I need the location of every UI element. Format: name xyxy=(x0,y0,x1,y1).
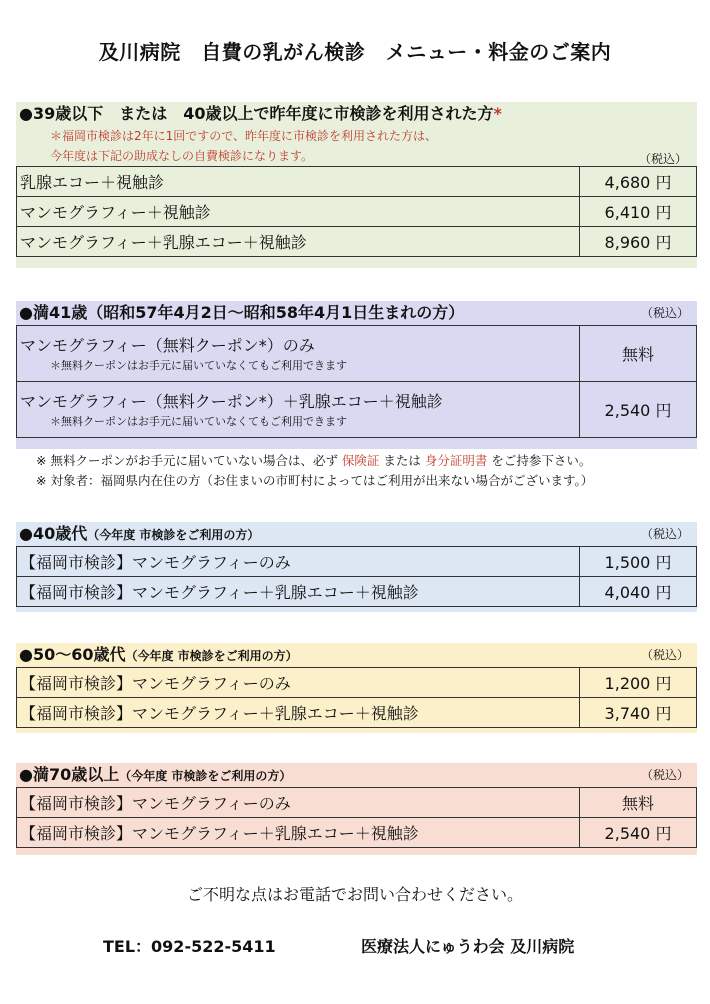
menu-name: 乳腺エコー＋視触診 xyxy=(17,167,580,197)
menu-name: 【福岡市検診】マンモグラフィー＋乳腺エコー＋視触診 xyxy=(17,818,580,848)
menu-cell xyxy=(17,382,580,438)
tax-label: （税込） xyxy=(640,768,689,782)
section-heading xyxy=(16,763,697,787)
menu-price: 2,540 円 xyxy=(580,382,697,438)
tax-label: （税込） xyxy=(640,527,689,541)
price-table xyxy=(16,325,697,438)
menu-cell xyxy=(17,326,580,382)
menu-name: 【福岡市検診】マンモグラフィーのみ xyxy=(17,547,580,577)
menu-name: 【福岡市検診】マンモグラフィーのみ xyxy=(17,668,580,698)
menu-price: 8,960 円 xyxy=(580,227,697,257)
price-table xyxy=(16,787,697,848)
section-heading xyxy=(16,522,697,546)
heading-sub: （今年度 市検診をご利用の方） xyxy=(125,649,298,663)
menu-price: 無料 xyxy=(580,326,697,382)
heading-text: ●満41歳（昭和57年4月2日～昭和58年4月1日生まれの方） xyxy=(19,303,465,322)
table-row xyxy=(17,577,697,607)
table-row xyxy=(17,197,697,227)
menu-name: 【福岡市検診】マンモグラフィー＋乳腺エコー＋視触診 xyxy=(17,577,580,607)
section-40s xyxy=(16,522,697,612)
menu-name: マンモグラフィー（無料クーポン*）のみ xyxy=(20,335,315,355)
table-row xyxy=(17,788,697,818)
page-title: 及川病院 自費の乳がん検診 メニュー・料金のご案内 xyxy=(98,40,612,64)
table-row xyxy=(17,698,697,728)
id-document-text: 身分証明書 xyxy=(424,453,488,468)
section-70plus xyxy=(16,763,697,855)
table-row xyxy=(17,227,697,257)
note-text: または xyxy=(379,453,425,468)
menu-price: 4,040 円 xyxy=(580,577,697,607)
heading-sub: （今年度 市検診をご利用の方） xyxy=(87,528,260,542)
coupon-notes xyxy=(36,451,593,491)
section-heading xyxy=(16,643,697,667)
price-table xyxy=(16,546,697,607)
heading-text: ●50～60歳代 xyxy=(19,645,126,664)
heading-text: ●40歳代 xyxy=(19,524,88,543)
phone-number: TEL：092-522-5411 xyxy=(103,937,276,956)
menu-price: 6,410 円 xyxy=(580,197,697,227)
heading-text: ●満70歳以上 xyxy=(19,765,120,784)
note-text: をご持参下さい。 xyxy=(487,453,592,468)
note-text: ※ 無料クーポンがお手元に届いていない場合は、必ず xyxy=(36,453,342,468)
note-line-1 xyxy=(36,451,593,471)
menu-price: 2,540 円 xyxy=(580,818,697,848)
asterisk-mark: * xyxy=(493,104,502,123)
note-line-2: 今年度は下記の助成なしの自費検診になります。 xyxy=(50,149,314,163)
table-row xyxy=(17,326,697,382)
menu-note: ＊無料クーポンはお手元に届いていなくてもご利用できます xyxy=(50,414,347,428)
table-row xyxy=(17,668,697,698)
tax-label: （税込） xyxy=(640,648,689,662)
note-line-1: ＊福岡市検診は2年に1回ですので、昨年度に市検診を利用された方は、 xyxy=(50,129,438,143)
menu-price: 1,200 円 xyxy=(580,668,697,698)
tax-label: （税込） xyxy=(638,152,687,166)
menu-note: ＊無料クーポンはお手元に届いていなくてもご利用できます xyxy=(50,358,347,372)
menu-name: マンモグラフィー（無料クーポン*）＋乳腺エコー＋視触診 xyxy=(20,391,443,411)
section-age41 xyxy=(16,301,697,449)
hospital-name: 医療法人にゅうわ会 及川病院 xyxy=(361,937,575,956)
note-line-2: ※ 対象者：福岡県内在住の方（お住まいの市町村によってはご利用が出来ない場合がございます。） xyxy=(36,473,594,488)
price-table xyxy=(16,166,697,257)
menu-price: 無料 xyxy=(580,788,697,818)
table-row xyxy=(17,382,697,438)
table-row xyxy=(17,547,697,577)
tax-label: （税込） xyxy=(640,306,689,320)
heading-text: ●39歳以下 または 40歳以上で昨年度に市検診を利用された方 xyxy=(19,104,494,123)
heading-sub: （今年度 市検診をご利用の方） xyxy=(119,769,292,783)
menu-name: 【福岡市検診】マンモグラフィー＋乳腺エコー＋視触診 xyxy=(17,698,580,728)
menu-name: マンモグラフィー＋乳腺エコー＋視触診 xyxy=(17,227,580,257)
table-row xyxy=(17,167,697,197)
menu-price: 1,500 円 xyxy=(580,547,697,577)
menu-name: マンモグラフィー＋視触診 xyxy=(17,197,580,227)
contact-message: ご不明な点はお電話でお問い合わせください。 xyxy=(186,885,523,904)
insurance-card-text: 保険証 xyxy=(341,453,380,468)
section-heading xyxy=(16,301,697,325)
section-50s-60s xyxy=(16,643,697,733)
section-heading xyxy=(16,102,697,126)
price-table xyxy=(16,667,697,728)
section-under39 xyxy=(16,102,697,268)
menu-name: 【福岡市検診】マンモグラフィーのみ xyxy=(17,788,580,818)
menu-price: 3,740 円 xyxy=(580,698,697,728)
menu-price: 4,680 円 xyxy=(580,167,697,197)
table-row xyxy=(17,818,697,848)
